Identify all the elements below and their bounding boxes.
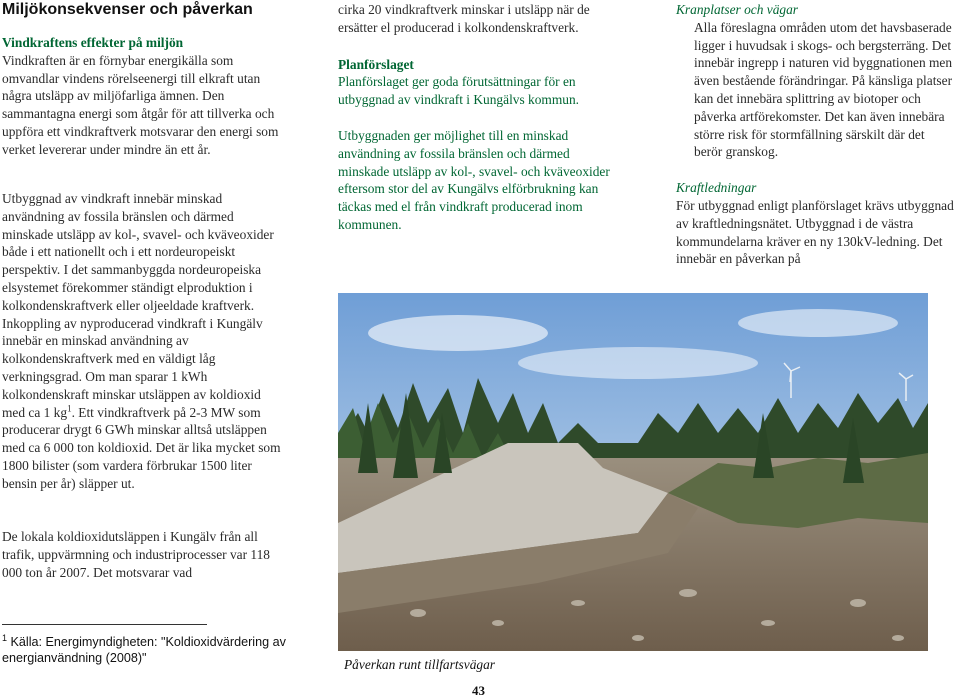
paragraph-crane-sites: Alla föreslagna områden utom det havsbaserade ligger i huvudsak i skogs- och bergsterräng. Det innebär ingrepp i naturen vid byggnationen men även bestående förändringar. På känsliga platser kan det innebära splittring av biotoper och påverka artförekomster. Det kan även innebära större risk för stormfällning särskilt där det berör granskog. xyxy=(694,19,953,160)
paragraph-emissions-b: . Ett vindkraftverk på 2-3 MW som producerar drygt 6 GWh minskar alltså utsläppen med ca 6 000 ton koldioxid. Det är lika mycket som 1800 bilister (som vardera förbrukar 1500 liter bensin per år) släpper ut. xyxy=(2,404,281,491)
column-middle xyxy=(338,1,623,234)
page-number: 43 xyxy=(472,683,485,698)
paragraph-emissions xyxy=(2,190,285,493)
column-left-para2 xyxy=(2,190,285,493)
paragraph-local-emissions: De lokala koldioxidutsläppen i Kungälv från all trafik, uppvärmning och industriprocesser var 118 000 ton år 2007. Det motsvarar vad xyxy=(2,529,270,580)
page-title: Miljökonsekvenser och påverkan xyxy=(2,1,253,18)
footnote-number: 1 xyxy=(2,632,8,643)
subheading-crane-sites: Kranplatser och vägar xyxy=(676,2,798,17)
paragraph-power-lines: För utbyggnad enligt planförslaget krävs utbyggnad av kraftledningsnätet. Utbyggnad i de västra kommundelarna kräver en ny 130kV-ledning. Det innebär en påverkan på xyxy=(676,197,954,267)
footnote-text: Källa: Energimyndigheten: "Koldioxidvärdering av energianvändning (2008)" xyxy=(2,635,286,665)
photo-access-road xyxy=(338,293,928,651)
footnote xyxy=(2,634,302,666)
subheading-power-lines: Kraftledningar xyxy=(676,180,757,196)
column-left-para3 xyxy=(2,528,285,581)
paragraph-plan: Planförslaget ger goda förutsättningar för en utbyggnad av vindkraft i Kungälvs kommun. xyxy=(338,74,579,108)
paragraph-renewable: Vindkraften är en förnybar energikälla som omvandlar vindens rörelseenergi till elkraft utan några utsläpp av miljöfarliga ämnen. Den sammantagna energi som åtgår för att tillverka och uppföra ett vindkraftverk motsvarar den energi som verket levererar under mindre än ett år. xyxy=(2,52,279,157)
paragraph-expansion: Utbyggnaden ger möjlighet till en minskad användning av fossila bränslen och därmed minskade utsläpp av kol-, svavel- och kväveoxider eftersom stor del av Kungälvs elförbrukning kan täckas med el från vindkraft producerad inom kommunen. xyxy=(338,127,610,232)
subheading-wind-effects: Vindkraftens effekter på miljön xyxy=(2,35,184,50)
photo-caption: Påverkan runt tillfartsvägar xyxy=(344,657,496,672)
footnote-divider xyxy=(2,624,207,625)
subheading-plan: Planförslaget xyxy=(338,56,414,72)
paragraph-emissions-a: Utbyggnad av vindkraft innebär minskad användning av fossila bränslen och därmed minskade utsläpp av kol-, svavel- och kväveoxider både i ett nationellt och i ett nordeuropeiskt perspektiv. I det sammanbyggda nordeuropeiska elsystemet förekommer ständigt elproduktion i kolkondenskraftverk eller oljeeldade kraftverk. Inkoppling av nyproducerad vindkraft i Kungälv innebär en minskad användning av kolkondenskraftverk med en väldigt låg verkningsgrad. Om man sparar 1 kWh kolkondenskraft minskar utsläppen av koldioxid med ca 1 kg xyxy=(2,191,274,420)
column-right xyxy=(676,1,956,268)
column-left xyxy=(2,34,285,159)
paragraph-continuation: cirka 20 vindkraftverk minskar i utsläpp när de ersätter el producerad i kolkondenskraftverk. xyxy=(338,2,590,35)
footnote-ref: 1 xyxy=(67,403,72,414)
